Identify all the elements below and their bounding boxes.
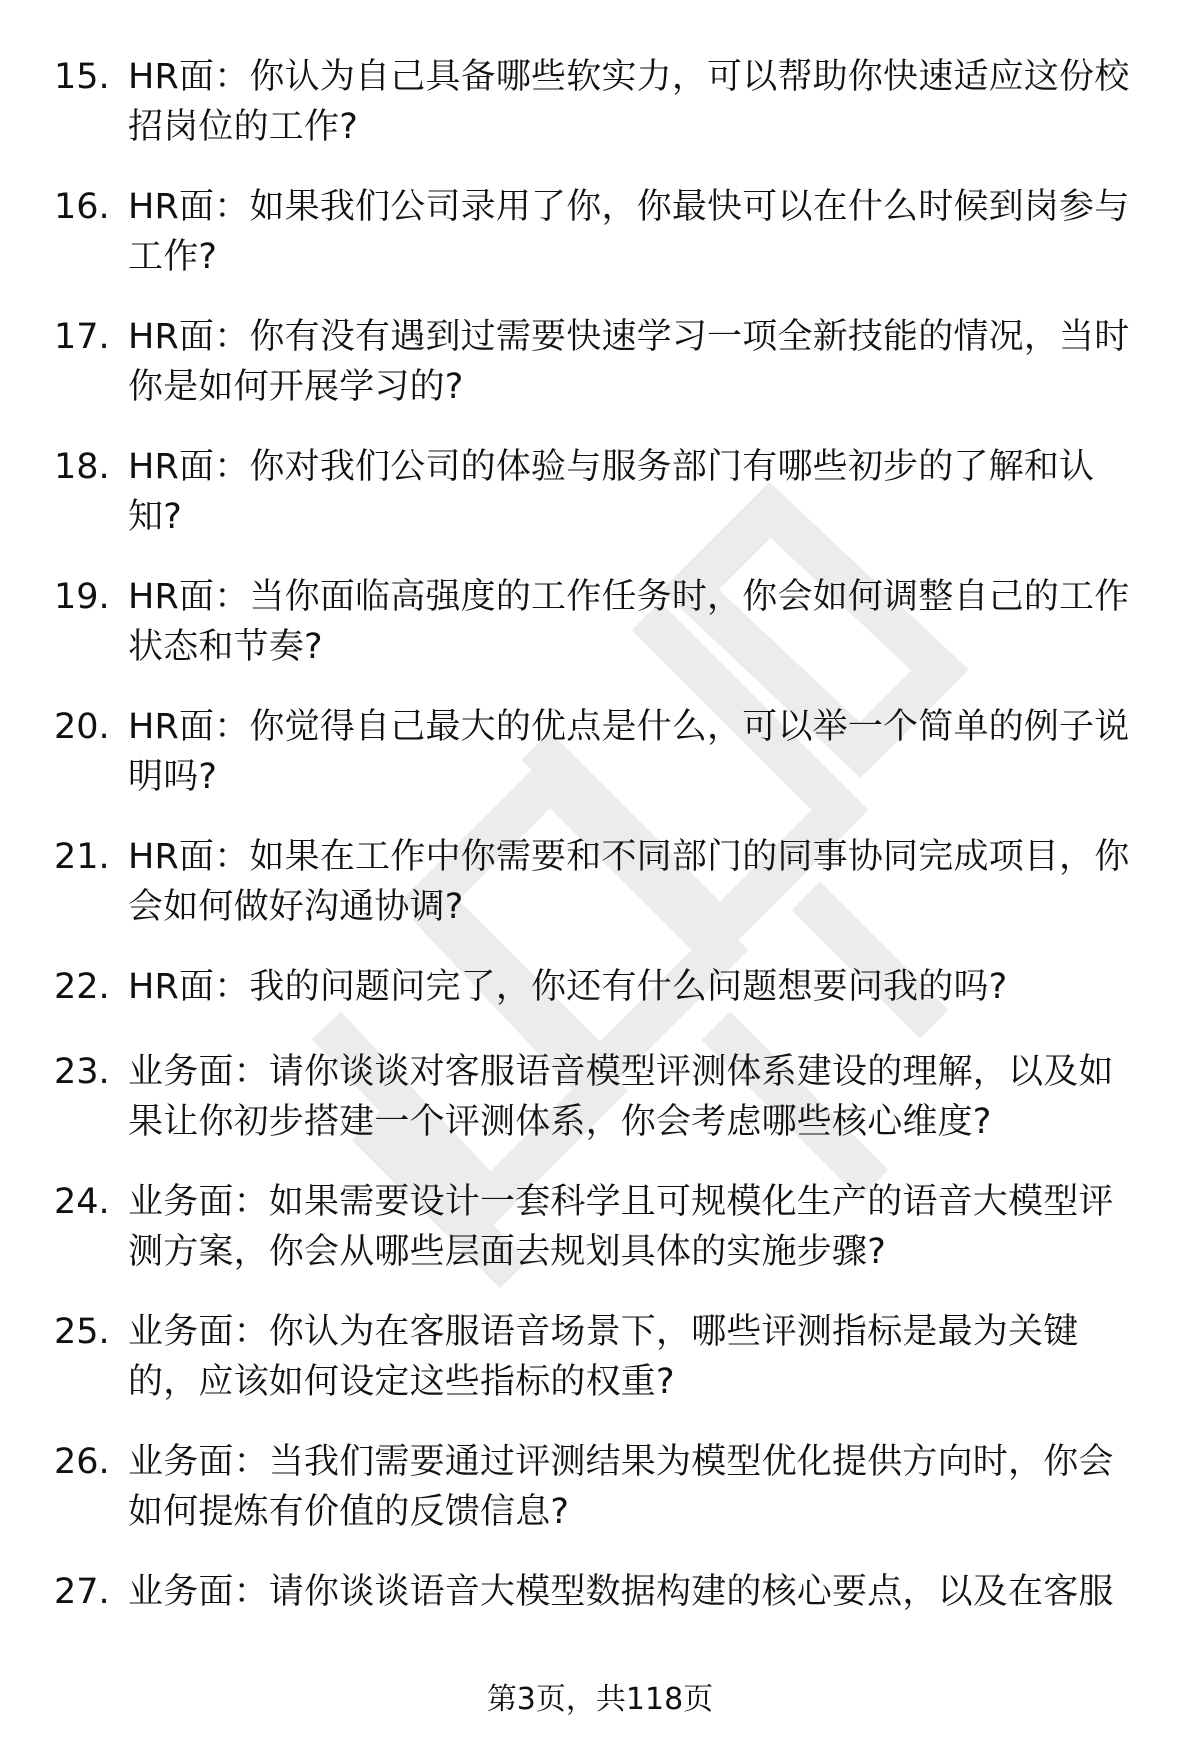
question-number: 24. (54, 1182, 110, 1222)
question-line: 状态和节奏? (128, 627, 323, 667)
question-text (128, 832, 1158, 932)
question-list (0, 52, 1200, 1637)
question-number: 18. (54, 447, 110, 487)
question-item (0, 1047, 1200, 1177)
question-item (0, 182, 1200, 312)
question-text (128, 572, 1158, 672)
page-footer: 第3页，共118页 (486, 1682, 714, 1717)
question-item (0, 702, 1200, 832)
question-item (0, 52, 1200, 182)
question-number: 20. (54, 707, 110, 747)
question-line: 果让你初步搭建一个评测体系，你会考虑哪些核心维度? (128, 1102, 992, 1142)
question-line: 如何提炼有价值的反馈信息? (128, 1492, 570, 1532)
question-number: 23. (54, 1052, 110, 1092)
question-line: HR面：你对我们公司的体验与服务部门有哪些初步的了解和认 (128, 447, 1095, 487)
question-line: HR面：你觉得自己最大的优点是什么，可以举一个简单的例子说 (128, 707, 1130, 747)
question-item (0, 1307, 1200, 1437)
question-line: HR面：你有没有遇到过需要快速学习一项全新技能的情况，当时 (128, 317, 1130, 357)
question-line: 知? (128, 497, 182, 537)
question-text (128, 442, 1158, 542)
question-line: 的，应该如何设定这些指标的权重? (128, 1362, 675, 1402)
question-line: 明吗? (128, 757, 218, 797)
question-line: 业务面：你认为在客服语音场景下，哪些评测指标是最为关键 (128, 1312, 1079, 1352)
question-text (128, 1047, 1158, 1147)
question-item (0, 312, 1200, 442)
question-item (0, 1177, 1200, 1307)
question-number: 16. (54, 187, 110, 227)
question-number: 25. (54, 1312, 110, 1352)
question-number: 15. (54, 57, 110, 97)
question-number: 17. (54, 317, 110, 357)
question-text (128, 1567, 1158, 1617)
question-number: 26. (54, 1442, 110, 1482)
question-line: 你是如何开展学习的? (128, 367, 464, 407)
question-line: 招岗位的工作? (128, 107, 358, 147)
question-line: HR面：当你面临高强度的工作任务时，你会如何调整自己的工作 (128, 577, 1130, 617)
question-item (0, 832, 1200, 962)
question-text (128, 52, 1158, 152)
question-text (128, 962, 1158, 1012)
question-number: 21. (54, 837, 110, 877)
question-text (128, 1177, 1158, 1277)
question-line: 测方案，你会从哪些层面去规划具体的实施步骤? (128, 1232, 886, 1272)
question-item (0, 1567, 1200, 1637)
question-line: HR面：如果我们公司录用了你，你最快可以在什么时候到岗参与 (128, 187, 1130, 227)
question-line: 工作? (128, 237, 218, 277)
question-text (128, 1307, 1158, 1407)
question-item (0, 442, 1200, 572)
question-item (0, 962, 1200, 1047)
question-text (128, 182, 1158, 282)
question-line: HR面：我的问题问完了，你还有什么问题想要问我的吗? (128, 967, 1008, 1007)
question-line: 业务面：当我们需要通过评测结果为模型优化提供方向时，你会 (128, 1442, 1114, 1482)
question-number: 27. (54, 1572, 110, 1612)
question-text (128, 702, 1158, 802)
question-line: HR面：如果在工作中你需要和不同部门的同事协同完成项目，你 (128, 837, 1130, 877)
question-number: 19. (54, 577, 110, 617)
question-item (0, 572, 1200, 702)
question-line: HR面：你认为自己具备哪些软实力，可以帮助你快速适应这份校 (128, 57, 1130, 97)
question-line: 业务面：请你谈谈对客服语音模型评测体系建设的理解，以及如 (128, 1052, 1114, 1092)
question-number: 22. (54, 967, 110, 1007)
question-line: 业务面：请你谈谈语音大模型数据构建的核心要点，以及在客服 (128, 1572, 1114, 1612)
question-item (0, 1437, 1200, 1567)
question-text (128, 312, 1158, 412)
question-line: 会如何做好沟通协调? (128, 887, 464, 927)
question-text (128, 1437, 1158, 1537)
question-line: 业务面：如果需要设计一套科学且可规模化生产的语音大模型评 (128, 1182, 1114, 1222)
